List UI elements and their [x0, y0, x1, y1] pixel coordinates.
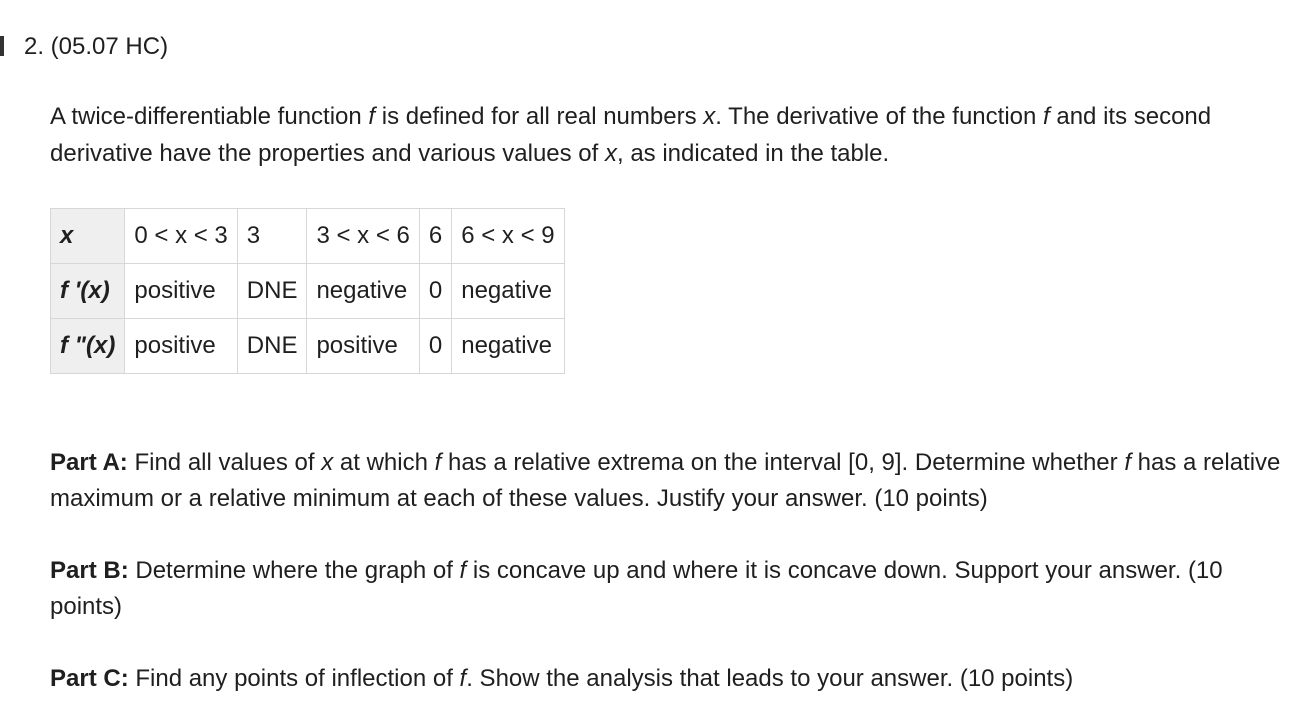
part-a-text: Find all values of — [127, 449, 322, 476]
table-cell: positive — [125, 319, 237, 374]
table-row-label: f '(x) — [51, 264, 125, 319]
part-b-text: is concave up and where it is concave down. Support your answer. (10 points) — [50, 557, 1223, 620]
part-c-label: Part C: — [50, 665, 129, 692]
part-b-label: Part B: — [50, 557, 129, 584]
table-cell: 6 — [419, 209, 451, 264]
part-b-var-f: f — [459, 557, 467, 584]
intro-text: , as indicated in the table. — [617, 140, 890, 167]
part-a-label: Part A: — [50, 449, 128, 476]
intro-text: . The derivative of the function — [715, 103, 1044, 130]
intro-var-x: x — [703, 103, 716, 130]
table-cell: positive — [125, 264, 237, 319]
question-marker — [0, 36, 4, 56]
table-cell: 3 < x < 6 — [307, 209, 419, 264]
part-c-text: Find any points of inflection of — [128, 665, 460, 692]
table-row — [51, 319, 565, 374]
part-a-text: has a relative maximum or a relative minimum at each of these values. Justify your answer. (10 points) — [50, 449, 1281, 512]
table-row-label: f "(x) — [51, 319, 125, 374]
table-cell: DNE — [237, 319, 307, 374]
table-cell: 0 — [419, 319, 451, 374]
table-cell: 6 < x < 9 — [452, 209, 564, 264]
part-c-var-f: f — [459, 665, 467, 692]
table-cell: 0 — [419, 264, 451, 319]
derivative-table — [50, 208, 565, 374]
table-cell: negative — [452, 319, 564, 374]
part-b — [50, 553, 1290, 625]
part-a-var-f: f — [1124, 449, 1131, 476]
table-cell: negative — [452, 264, 564, 319]
question-number: 2. (05.07 HC) — [24, 33, 169, 60]
table-row — [51, 264, 565, 319]
part-a-text: has a relative extrema on the interval [0, 9]. Determine whether — [441, 449, 1125, 476]
table-cell: 3 — [237, 209, 307, 264]
part-a-text: at which — [333, 449, 435, 476]
question-intro — [50, 98, 1290, 172]
part-b-text: Determine where the graph of — [128, 557, 460, 584]
table-row-label: x — [51, 209, 125, 264]
part-a — [50, 445, 1290, 517]
table-cell: DNE — [237, 264, 307, 319]
table-cell: 0 < x < 3 — [125, 209, 237, 264]
table-cell: positive — [307, 319, 419, 374]
intro-text: is defined for all real numbers — [375, 103, 704, 130]
table-header-row — [51, 209, 565, 264]
part-a-var-x: x — [321, 449, 334, 476]
intro-var-f: f — [1043, 103, 1050, 130]
part-c — [50, 661, 1290, 697]
intro-var-x: x — [605, 140, 617, 167]
part-c-text: . Show the analysis that leads to your answer. (10 points) — [466, 665, 1074, 692]
part-a-var-f: f — [434, 449, 442, 476]
intro-text: and its second derivative have the properties and various values of — [50, 103, 1212, 167]
intro-var-f: f — [368, 103, 376, 130]
intro-text: A twice-differentiable function — [50, 103, 369, 130]
table-cell: negative — [307, 264, 419, 319]
